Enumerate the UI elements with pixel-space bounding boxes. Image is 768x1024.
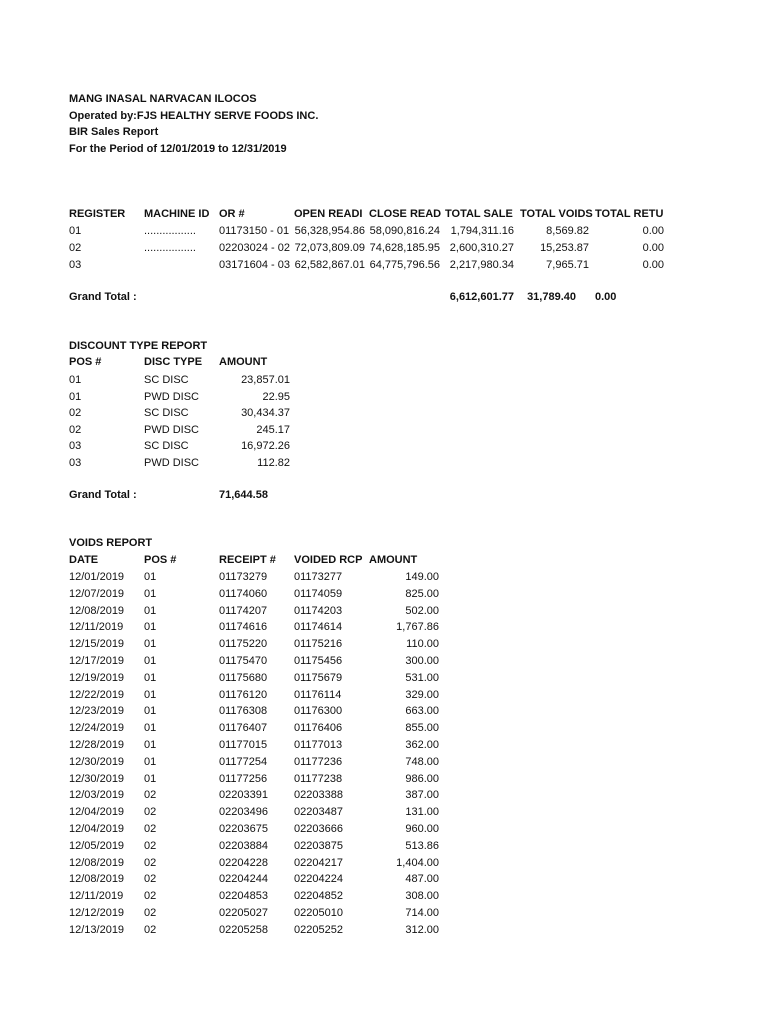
voids-receipt: 01177254 bbox=[219, 755, 268, 768]
voids-date: 12/04/2019 bbox=[69, 823, 125, 835]
voids-amount: 748.00 bbox=[405, 755, 439, 768]
voids-date: 12/11/2019 bbox=[69, 890, 124, 903]
voids-col-voided: VOIDED RCP bbox=[294, 554, 363, 566]
voids-pos: 01 bbox=[144, 671, 157, 684]
sales-total-sale: 1,794,311.16 bbox=[450, 225, 514, 237]
voids-date: 12/12/2019 bbox=[69, 907, 125, 919]
sales-total-returns: 0.00 bbox=[642, 242, 664, 254]
sales-or-range: 03171604 - 03 bbox=[219, 259, 290, 271]
voids-amount: 502.00 bbox=[405, 604, 439, 617]
voids-pos: 01 bbox=[144, 722, 157, 735]
sales-close-reading: 58,090,816.24 bbox=[369, 225, 440, 237]
col-total-returns: TOTAL RETU bbox=[595, 208, 664, 220]
voids-receipt: 01177015 bbox=[219, 739, 268, 751]
sales-machine-id: ................. bbox=[144, 225, 196, 237]
voids-date: 12/05/2019 bbox=[69, 839, 125, 852]
voids-pos: 02 bbox=[144, 839, 157, 852]
discount-pos: 02 bbox=[69, 407, 82, 420]
sales-grand-total-returns: 0.00 bbox=[595, 291, 617, 303]
voids-pos: 02 bbox=[144, 923, 157, 936]
voids-col-date: DATE bbox=[69, 554, 99, 566]
col-machine-id: MACHINE ID bbox=[144, 208, 210, 220]
sales-or-range: 01173150 - 01 bbox=[219, 225, 290, 237]
voids-date: 12/08/2019 bbox=[69, 856, 125, 869]
voids-date: 12/17/2019 bbox=[69, 655, 125, 667]
voids-voided-receipt: 01177013 bbox=[294, 739, 343, 751]
voids-amount: 131.00 bbox=[405, 806, 439, 819]
voids-voided-receipt: 01173277 bbox=[294, 571, 343, 583]
company-name: MANG INASAL NARVACAN ILOCOS bbox=[69, 93, 257, 105]
voids-amount: 308.00 bbox=[405, 890, 439, 903]
voids-voided-receipt: 01175456 bbox=[294, 655, 343, 667]
sales-grand-total-voids: 31,789.40 bbox=[527, 291, 576, 303]
voids-amount: 149.00 bbox=[405, 571, 439, 583]
sales-grand-total-sale: 6,612,601.77 bbox=[449, 291, 514, 303]
voids-voided-receipt: 01174059 bbox=[294, 587, 343, 600]
voids-amount: 986.00 bbox=[405, 772, 439, 785]
discount-pos: 03 bbox=[69, 440, 82, 453]
voids-voided-receipt: 02204852 bbox=[294, 890, 343, 903]
voids-pos: 02 bbox=[144, 873, 157, 886]
voids-report-title: VOIDS REPORT bbox=[69, 537, 153, 549]
voids-voided-receipt: 02204217 bbox=[294, 856, 343, 869]
voids-pos: 02 bbox=[144, 907, 157, 919]
voids-pos: 02 bbox=[144, 856, 157, 869]
sales-grand-total-label: Grand Total : bbox=[69, 291, 137, 303]
voids-pos: 02 bbox=[144, 789, 157, 802]
discount-type: PWD DISC bbox=[144, 457, 199, 469]
discount-col-pos: POS # bbox=[69, 356, 102, 368]
voids-pos: 02 bbox=[144, 890, 157, 903]
voids-voided-receipt: 02203388 bbox=[294, 789, 343, 802]
voids-receipt: 01176308 bbox=[219, 705, 268, 718]
voids-pos: 01 bbox=[144, 587, 157, 600]
sales-close-reading: 64,775,796.56 bbox=[369, 259, 440, 271]
sales-total-voids: 15,253.87 bbox=[540, 242, 589, 254]
voids-voided-receipt: 02203666 bbox=[294, 823, 343, 835]
discount-grand-total: 71,644.58 bbox=[219, 489, 268, 501]
voids-voided-receipt: 01176300 bbox=[294, 705, 343, 718]
voids-date: 12/03/2019 bbox=[69, 789, 125, 802]
voids-voided-receipt: 01174203 bbox=[294, 604, 343, 617]
discount-type: SC DISC bbox=[144, 374, 189, 386]
discount-amount: 16,972.26 bbox=[241, 440, 290, 453]
col-total-sale: TOTAL SALE bbox=[445, 208, 513, 220]
discount-col-type: DISC TYPE bbox=[144, 356, 203, 368]
sales-register: 03 bbox=[69, 259, 82, 271]
voids-receipt: 02203884 bbox=[219, 839, 268, 852]
voids-pos: 01 bbox=[144, 604, 157, 617]
voids-receipt: 01177256 bbox=[219, 772, 268, 785]
voids-col-amount: AMOUNT bbox=[369, 554, 418, 566]
voids-voided-receipt: 02205010 bbox=[294, 907, 343, 919]
voids-pos: 01 bbox=[144, 772, 157, 785]
discount-pos: 02 bbox=[69, 423, 82, 436]
sales-register: 01 bbox=[69, 225, 82, 237]
voids-pos: 01 bbox=[144, 705, 157, 718]
voids-amount: 825.00 bbox=[405, 587, 439, 600]
discount-pos: 03 bbox=[69, 457, 82, 469]
voids-receipt: 01175680 bbox=[219, 671, 268, 684]
voids-pos: 01 bbox=[144, 638, 157, 651]
voids-receipt: 01173279 bbox=[219, 571, 268, 583]
discount-amount: 112.82 bbox=[257, 457, 290, 469]
voids-receipt: 02205027 bbox=[219, 907, 268, 919]
voids-date: 12/30/2019 bbox=[69, 772, 125, 785]
voids-amount: 513.86 bbox=[405, 839, 439, 852]
sales-close-reading: 74,628,185.95 bbox=[369, 242, 440, 254]
voids-col-pos: POS # bbox=[144, 554, 177, 566]
voids-date: 12/28/2019 bbox=[69, 739, 125, 751]
voids-date: 12/01/2019 bbox=[69, 571, 125, 583]
discount-pos: 01 bbox=[69, 390, 82, 403]
discount-amount: 245.17 bbox=[256, 423, 290, 436]
voids-date: 12/30/2019 bbox=[69, 755, 125, 768]
sales-or-range: 02203024 - 02 bbox=[219, 242, 290, 254]
voids-receipt: 02204228 bbox=[219, 856, 268, 869]
voids-date: 12/08/2019 bbox=[69, 604, 125, 617]
voids-pos: 01 bbox=[144, 655, 157, 667]
col-total-voids: TOTAL VOIDS bbox=[520, 208, 593, 220]
voids-date: 12/19/2019 bbox=[69, 671, 125, 684]
operator-line: Operated by:FJS HEALTHY SERVE FOODS INC. bbox=[69, 110, 319, 122]
voids-receipt: 02204853 bbox=[219, 890, 268, 903]
voids-amount: 300.00 bbox=[405, 655, 439, 667]
sales-open-reading: 62,582,867.01 bbox=[294, 259, 365, 271]
voids-date: 12/04/2019 bbox=[69, 806, 125, 819]
voids-pos: 01 bbox=[144, 621, 157, 634]
voids-amount: 110.00 bbox=[406, 638, 439, 651]
voids-col-receipt: RECEIPT # bbox=[219, 554, 276, 566]
report-period: For the Period of 12/01/2019 to 12/31/2019 bbox=[69, 143, 287, 155]
voids-amount: 487.00 bbox=[405, 873, 439, 886]
voids-date: 12/13/2019 bbox=[69, 923, 125, 936]
voids-amount: 855.00 bbox=[405, 722, 439, 735]
discount-report-title: DISCOUNT TYPE REPORT bbox=[69, 340, 208, 352]
voids-receipt: 01176120 bbox=[219, 688, 268, 701]
voids-date: 12/15/2019 bbox=[69, 638, 125, 651]
voids-receipt: 02203496 bbox=[219, 806, 268, 819]
report-title: BIR Sales Report bbox=[69, 126, 159, 138]
voids-amount: 312.00 bbox=[405, 923, 439, 936]
voids-date: 12/11/2019 bbox=[69, 621, 124, 634]
voids-date: 12/07/2019 bbox=[69, 587, 125, 600]
col-close-reading: CLOSE READ bbox=[369, 208, 442, 220]
voids-voided-receipt: 02205252 bbox=[294, 923, 343, 936]
sales-open-reading: 56,328,954.86 bbox=[294, 225, 365, 237]
voids-amount: 1,404.00 bbox=[396, 856, 439, 869]
voids-amount: 714.00 bbox=[405, 907, 439, 919]
discount-type: SC DISC bbox=[144, 440, 189, 453]
voids-voided-receipt: 01174614 bbox=[294, 621, 343, 634]
voids-voided-receipt: 01177236 bbox=[294, 755, 343, 768]
sales-total-voids: 7,965.71 bbox=[546, 259, 589, 271]
voids-receipt: 02205258 bbox=[219, 923, 268, 936]
discount-pos: 01 bbox=[69, 374, 82, 386]
discount-type: PWD DISC bbox=[144, 390, 199, 403]
voids-pos: 01 bbox=[144, 755, 157, 768]
voids-date: 12/24/2019 bbox=[69, 722, 125, 735]
voids-pos: 02 bbox=[144, 806, 157, 819]
sales-register: 02 bbox=[69, 242, 82, 254]
voids-voided-receipt: 01176114 bbox=[294, 688, 342, 701]
voids-amount: 1,767.86 bbox=[396, 621, 439, 634]
voids-date: 12/08/2019 bbox=[69, 873, 125, 886]
discount-amount: 30,434.37 bbox=[241, 407, 290, 420]
voids-receipt: 01175470 bbox=[219, 655, 268, 667]
voids-voided-receipt: 02203487 bbox=[294, 806, 343, 819]
voids-amount: 663.00 bbox=[405, 705, 439, 718]
voids-voided-receipt: 01175216 bbox=[294, 638, 343, 651]
sales-total-sale: 2,600,310.27 bbox=[449, 242, 514, 254]
discount-amount: 22.95 bbox=[262, 390, 290, 403]
voids-receipt: 01175220 bbox=[219, 638, 268, 651]
voids-voided-receipt: 01177238 bbox=[294, 772, 343, 785]
voids-voided-receipt: 02203875 bbox=[294, 839, 343, 852]
sales-total-voids: 8,569.82 bbox=[546, 225, 589, 237]
voids-pos: 01 bbox=[144, 688, 157, 701]
voids-voided-receipt: 01175679 bbox=[294, 671, 343, 684]
voids-receipt: 02204244 bbox=[219, 873, 268, 886]
voids-amount: 362.00 bbox=[405, 739, 439, 751]
discount-type: SC DISC bbox=[144, 407, 189, 420]
col-or-number: OR # bbox=[219, 208, 245, 220]
voids-receipt: 01174060 bbox=[219, 587, 268, 600]
voids-receipt: 02203391 bbox=[219, 789, 268, 802]
voids-receipt: 01174207 bbox=[219, 604, 268, 617]
voids-receipt: 01174616 bbox=[219, 621, 268, 634]
col-open-reading: OPEN READI bbox=[294, 208, 363, 220]
voids-receipt: 01176407 bbox=[219, 722, 268, 735]
discount-type: PWD DISC bbox=[144, 423, 199, 436]
voids-receipt: 02203675 bbox=[219, 823, 268, 835]
discount-col-amount: AMOUNT bbox=[219, 356, 268, 368]
sales-total-returns: 0.00 bbox=[642, 259, 664, 271]
discount-grand-total-label: Grand Total : bbox=[69, 489, 137, 501]
col-register: REGISTER bbox=[69, 208, 126, 220]
voids-pos: 02 bbox=[144, 823, 157, 835]
sales-total-returns: 0.00 bbox=[642, 225, 664, 237]
voids-date: 12/23/2019 bbox=[69, 705, 125, 718]
sales-open-reading: 72,073,809.09 bbox=[294, 242, 365, 254]
voids-pos: 01 bbox=[144, 571, 157, 583]
sales-total-sale: 2,217,980.34 bbox=[449, 259, 514, 271]
voids-amount: 329.00 bbox=[405, 688, 439, 701]
voids-amount: 531.00 bbox=[405, 671, 439, 684]
voids-date: 12/22/2019 bbox=[69, 688, 125, 701]
voids-amount: 387.00 bbox=[405, 789, 439, 802]
voids-pos: 01 bbox=[144, 739, 157, 751]
voids-amount: 960.00 bbox=[405, 823, 439, 835]
voids-voided-receipt: 01176406 bbox=[294, 722, 343, 735]
discount-amount: 23,857.01 bbox=[241, 374, 290, 386]
voids-voided-receipt: 02204224 bbox=[294, 873, 343, 886]
sales-machine-id: ................. bbox=[144, 242, 196, 254]
